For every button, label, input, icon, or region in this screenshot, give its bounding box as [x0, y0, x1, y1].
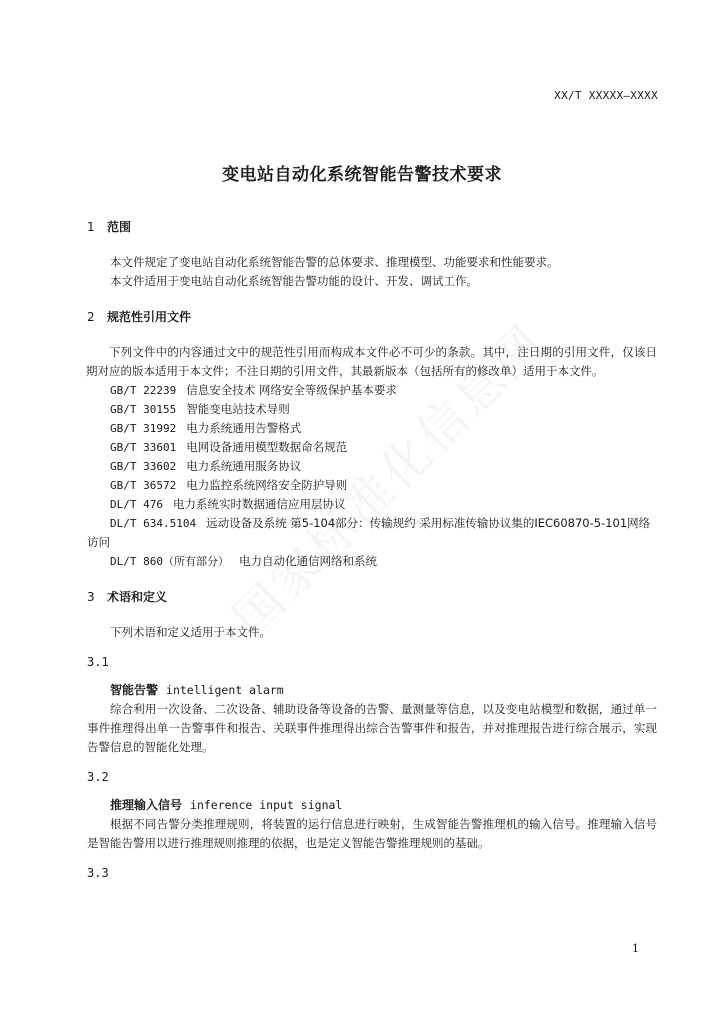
reference-code: DL/T 860（所有部分）	[110, 555, 229, 568]
clause-number: 3.1	[87, 655, 109, 669]
reference-code: GB/T 30155	[110, 403, 177, 416]
reference-item	[87, 457, 657, 476]
reference-title: 远动设备及系统 第5-104部分：传输规约 采用标准传输协议集的IEC60870-5-101网络访问	[87, 516, 651, 549]
reference-title: 电力系统通用服务协议	[186, 459, 302, 473]
clause-number: 3.3	[87, 866, 109, 880]
term-definition: 综合利用一次设备、二次设备、辅助设备等设备的告警、量测量等信息，以及变电站模型和数据，通过单一事件推理得出单一告警事件和报告、关联事件推理得出综合告警事件和报告，并对推理报告进行综合展示，实现告警信息的智能化处理。	[87, 702, 657, 754]
document-code: XX/T XXXXX—XXXX	[554, 89, 658, 102]
reference-item	[87, 495, 657, 514]
reference-title: 电力系统实时数据通信应用层协议	[172, 497, 346, 511]
section-title: 规范性引用文件	[107, 310, 192, 324]
section-title: 术语和定义	[107, 590, 168, 604]
reference-code: GB/T 33602	[110, 460, 177, 473]
section-1-heading	[87, 218, 657, 236]
scope-paragraph-1: 本文件规定了变电站自动化系统智能告警的总体要求、推理模型、功能要求和性能要求。	[110, 255, 559, 269]
section-number: 1	[87, 220, 95, 234]
section-number: 3	[87, 590, 95, 604]
clause-number: 3.2	[87, 770, 109, 784]
term-heading	[87, 796, 657, 815]
term-definition: 根据不同告警分类推理规则，将装置的运行信息进行映射，生成智能告警推理机的输入信号。推理输入信号是智能告警用以进行推理规则推理的依据，也是定义智能告警推理规则的基础。	[87, 817, 657, 850]
section-2-heading	[87, 308, 657, 326]
document-title: 变电站自动化系统智能告警技术要求	[222, 165, 502, 185]
term-english: inference input signal	[190, 798, 343, 812]
reference-title: 电力系统通用告警格式	[186, 421, 302, 435]
reference-item	[87, 476, 657, 495]
reference-code: GB/T 22239	[110, 384, 177, 397]
reference-item	[87, 438, 657, 457]
reference-title: 电网设备通用模型数据命名规范	[186, 440, 348, 454]
reference-item	[87, 381, 657, 400]
section-3-heading	[87, 588, 657, 606]
reference-title: 电力监控系统网络安全防护导则	[186, 478, 348, 492]
term-chinese: 智能告警	[110, 683, 159, 697]
reference-title: 信息安全技术 网络安全等级保护基本要求	[186, 383, 397, 397]
term-heading	[87, 681, 657, 700]
reference-code: GB/T 31992	[110, 422, 177, 435]
reference-code: GB/T 33601	[110, 441, 177, 454]
document-body	[87, 218, 657, 882]
reference-item	[87, 400, 657, 419]
reference-item	[87, 419, 657, 438]
reference-title: 智能变电站技术导则	[186, 402, 290, 416]
page-number: 1	[632, 942, 639, 955]
reference-code: DL/T 476	[110, 498, 163, 511]
reference-item	[87, 552, 657, 571]
section-number: 2	[87, 310, 95, 324]
scope-paragraph-2: 本文件适用于变电站自动化系统智能告警功能的设计、开发、调试工作。	[110, 274, 478, 288]
term-english: intelligent alarm	[166, 683, 284, 697]
reference-code: DL/T 634.5104	[110, 517, 197, 530]
reference-item	[87, 514, 657, 552]
section-title: 范围	[107, 220, 132, 234]
references-intro: 下列文件中的内容通过文中的规范性引用而构成本文件必不可少的条款。其中，注日期的引用文件，仅该日期对应的版本适用于本文件；不注日期的引用文件，其最新版本（包括所有的修改单）适用于本文件。	[86, 345, 657, 378]
terms-intro: 下列术语和定义适用于本文件。	[110, 625, 271, 639]
term-chinese: 推理输入信号	[110, 798, 183, 812]
reference-title: 电力自动化通信网络和系统	[238, 554, 377, 568]
reference-code: GB/T 36572	[110, 479, 177, 492]
